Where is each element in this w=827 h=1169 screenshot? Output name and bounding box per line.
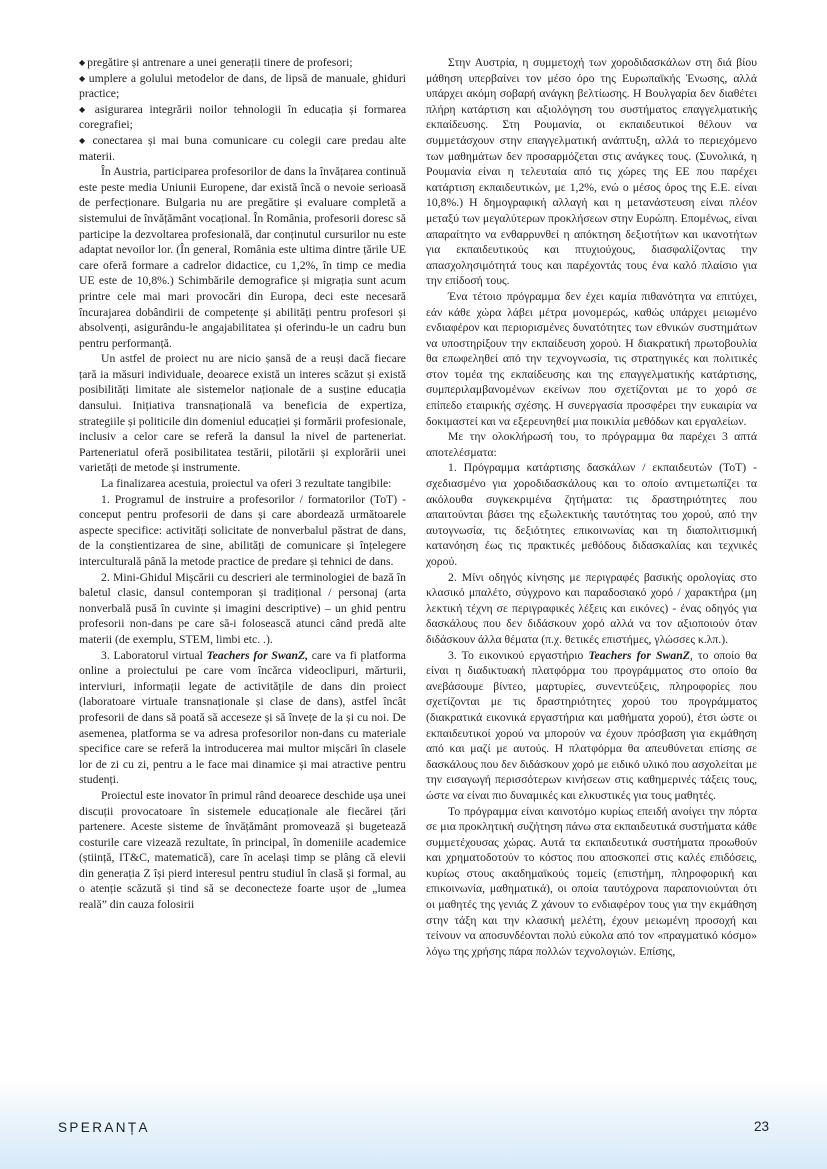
paragraph <box>79 648 406 788</box>
bullet-item: ◆ umplere a golului metodelor de dans, de lipsă de manuale, ghiduri practice; <box>79 71 406 102</box>
page-number: 23 <box>753 1119 769 1134</box>
bullet-item: ◆ asigurarea integrării noilor tehnologii în educația și formarea coregrafiei; <box>79 102 406 133</box>
paragraph: Un astfel de proiect nu are nicio șansă de a reuși dacă fiecare țară ia măsuri individuale, deoarece există un interes scăzut și există posibilități limitate ale sistemelor naționale de a susține educația dansului. Inițiativa transnațională va beneficia de expertiza, strategiile și politicile din domeniul educației și formării profesionale, inclusiv a celor care se referă la dansul la nivel de parteneriat. Parteneriatul oferă posibilitatea testării, pilotării și explorării unei varietăți de metode și instrumente. <box>79 352 406 475</box>
paragraph: 1. Programul de instruire a profesorilor / formatorilor (ToT) - conceput pentru profesorii de dans și care abordează următoarele aspecte specifice: activități solicitate de nonverbalul păstrat de dans, de la conștientizarea de sine, abilități de comunicare și înțelegere interculturală până la metode practice de predare și tehnici de dans. <box>79 492 406 568</box>
paragraph-text: 3. Laboratorul virtual <box>101 648 207 662</box>
paragraph: În Austria, participarea profesorilor de dans la învățarea continuă este peste media Uniunii Europene, dar există încă o nevoie serioasă de perfecționare. Bulgaria nu are pregătire și evaluare completă a sistemului de învățământ vocațional. În România, profesorii doresc să participe la dezvoltarea profesională, dar conținutul cursurilor nu este adaptat nevoilor lor. (În general, România este ultima dintre țările UE care oferă formare a cadrelor didactice, cu 1,2%, în timp ce media UE este de 10,8%.) Schimbările demografice și migrația sunt acum printre cele mai mari provocări din Europa, deci este necesară încurajarea dobândirii de competențe și abilități pentru profesori și absolvenți, asigurându-le angajabilitatea și oferindu-le un cadru bun pentru performanță. <box>79 165 406 350</box>
paragraph: Proiectul este inovator în primul rând deoarece deschide ușa unei discuții provocatoare în sistemele educaționale ale fiecărei țări partenere. Aceste sisteme de învățământ promovează și bugetează costurile care vizează rezultate, în principal, în domeniile academice (știință, IT&C, matematică), care în același timp se plâng că elevii din generația Z își pierd interesul pentru studiul în clasă și formal, au o atenție scăzută și tind să se deconecteze foarte ușor de „lumea reală” din cauza folosirii <box>79 788 406 912</box>
right-text-column <box>426 55 757 959</box>
paragraph: Στην Αυστρία, η συμμετοχή των χοροδιδασκάλων στη διά βίου μάθηση υπερβαίνει τον μέσο όρο της Ευρωπαϊκής Ένωσης, αλλά υπάρχει ακόμη σοβαρή ανάγκη βελτίωσης. Η Βουλγαρία δεν διαθέτει πλήρη κατάρτιση και αξιολόγηση του συστήματος επαγγελματικής εκπαίδευσης. Στη Ρουμανία, οι εκπαιδευτικοί θέλουν να συμμετάσχουν στην επαγγελματική ανάπτυξη, αλλά το περιεχόμενο των μαθημάτων δεν προσαρμόζεται στις ανάγκες τους. (Συνολικά, η Ρουμανία είναι η τελευταία από τις χώρες της ΕΕ που παρέχει κατάρτιση εκπαιδευτικών, με 1,2%, ενώ ο μέσος όρος της Ε.Ε. είναι 10,8%.) Η δημογραφική αλλαγή και η μετανάστευση είναι πλέον μεταξύ των μεγαλύτερων προκλήσεων στην Ευρώπη. Επομένως, είναι απαραίτητο να ενθαρρυνθεί η απόκτηση δεξιοτήτων και ικανοτήτων για εκπαιδευτικούς και πτυχιούχους, διασφαλίζοντας την απασχολησιμότητά τους και παρέχοντάς τους ένα καλό πλαίσιο για την επίδοσή τους. <box>426 56 757 288</box>
bullet-item: ◆ pregătire și antrenare a unei generații tinere de profesori; <box>79 55 406 71</box>
magazine-name: SPERANȚA <box>58 1120 150 1135</box>
paragraph: 2. Mini-Ghidul Mișcării cu descrieri ale terminologiei de bază în baletul clasic, dansul contemporan și tradițional / personaj (arta nonverbală pusă în cuvinte și imagini descriptive) – un ghid pentru profesorii non-dans pe care să-i folosească atunci când predă alte materii (de exemplu, STEM, limbi etc. .). <box>79 570 406 646</box>
paragraph-text: 3. Το εικονικού εργαστήριο <box>448 648 589 662</box>
paragraph: 1. Πρόγραμμα κατάρτισης δασκάλων / εκπαιδευτών (ToT) - σχεδιασμένο για χοροδιδασκάλους και το οποίο αντιμετωπίζει τα ακόλουθα συγκεκριμένα ζητήματα: τις δραστηριότητες που απαιτούνται βάσει της εξωλεκτικής ταυτότητας του χορού, από την αυτογνωσία, τις δεξιότητες επικοινωνίας και τη διαπολιτισμική κατανόηση έως τις πρακτικές μεθόδους διδασκαλίας και τεχνικές χορού. <box>426 461 757 568</box>
left-text-column <box>79 55 406 913</box>
paragraph: Με την ολοκλήρωσή του, το πρόγραμμα θα παρέχει 3 απτά αποτελέσματα: <box>426 430 757 459</box>
paragraph-text: , το οποίο θα είναι η διαδικτυακή πλατφόρμα του προγράμματος στο οποίο θα ανεβάσουμε βίντεο, μαρτυρίες, συνεντεύξεις, πληροφορίες που σχετίζονται με τις δραστηριότητες χορού του προγράμματος (διακρατικά εικονικά εργαστήρια και μαθήματα χορού), έτσι ώστε οι εκπαιδευτικοί χορού να μπορούν να έχουν πρόσβαση για εκμάθηση από και μαζί με αυτούς. Η πλατφόρμα θα απευθύνεται επίσης σε δασκάλους που δεν διδάσκουν χορό με ειδικό υλικό που ασχολείται με την εισαγωγή περισσότερων κινήσεων στις καθημερινές τάξεις τους, ώστε να είναι πιο δυναμικές και ελκυστικές για τους μαθητές. <box>426 648 757 802</box>
paragraph: La finalizarea acestuia, proiectul va oferi 3 rezultate tangibile: <box>101 477 392 491</box>
emphasis-title: Teachers for SwanZ, <box>206 648 309 662</box>
paragraph-text: care va fi platforma online a proiectului pe care vom încărca videoclipuri, mărturii, interviuri, informații legate de activitățile de dans din proiect (laboratoare virtuale transnaționale și clase de dans), astfel încât profesorii de dans să poată să acceseze și să învețe de la și cu noi. De asemenea, platforma se va adresa profesorilor non-dans cu materiale specifice care se referă la introducerea mai multor mișcări în clasele lor de zi cu zi, pentru a le face mai dinamice și mai atractive pentru studenți. <box>79 648 406 787</box>
paragraph <box>426 648 757 804</box>
bullet-item: ◆ conectarea și mai buna comunicare cu colegii care predau alte materii. <box>79 133 406 164</box>
paragraph: 2. Μίνι οδηγός κίνησης με περιγραφές βασικής ορολογίας στο κλασικό μπαλέτο, σύγχρονο και παραδοσιακό χορό / χαρακτήρα (μη λεκτική τέχνη σε περιγραφικές λέξεις και εικόνες) - ένας οδηγός για δασκάλους που δεν διδάσκουν χορό αλλά να τον αξιοποιούν όταν διδάσκουν άλλα θέματα (π.χ. θετικές επιστήμες, γλώσσες κ.λπ.). <box>426 570 757 646</box>
paragraph: Ένα τέτοιο πρόγραμμα δεν έχει καμία πιθανότητα να επιτύχει, εάν κάθε χώρα λάβει μέτρα μονομερώς, καθώς υπάρχει μειωμένο ενδιαφέρον και περιορισμένες δυνατότητες των εθνικών συστημάτων να υποστηρίξουν την εκπαίδευση χορού. Η διακρατική πρωτοβουλία θα επωφεληθεί από την τεχνογνωσία, τις στρατηγικές και πολιτικές στον τομέα της εκπαίδευσης και της επαγγελματικής κατάρτισης, συμπεριλαμβανομένων εκείνων που σχετίζονται με το χορό σε επίπεδο εταιρικής σχέσης. Η συνεργασία προσφέρει την ευκαιρία να δοκιμαστεί και να εξερευνηθεί μια ποικιλία μεθόδων και εργαλείων. <box>426 289 757 428</box>
paragraph: Το πρόγραμμα είναι καινοτόμο κυρίως επειδή ανοίγει την πόρτα σε μια προκλητική συζήτηση πάνω στα εκπαιδευτικά συστήματα κάθε συμμετέχουσας χώρας. Αυτά τα εκπαιδευτικά συστήματα προωθούν και χρηματοδοτούν το κόστος που αποσκοπεί στις καλές επιδόσεις, κυρίως στους ακαδημαϊκούς τομείς (επιστήμη, πληροφορική και επικοινωνία, μαθηματικά), οι οποία ταυτόχρονα παραπονιούνται ότι οι μαθητές της γενιάς Z χάνουν το ενδιαφέρον τους για την εκμάθηση στην τάξη και την κλασική μελέτη, έχουν μειωμένη προσοχή και τείνουν να αποσυνδέονται πολύ εύκολα από τον «πραγματικό κόσμο» λόγω της χρήσης πάρα πολλών τεχνολογιών. Επίσης, <box>426 804 757 958</box>
emphasis-title: Teachers for SwanZ <box>588 648 690 662</box>
